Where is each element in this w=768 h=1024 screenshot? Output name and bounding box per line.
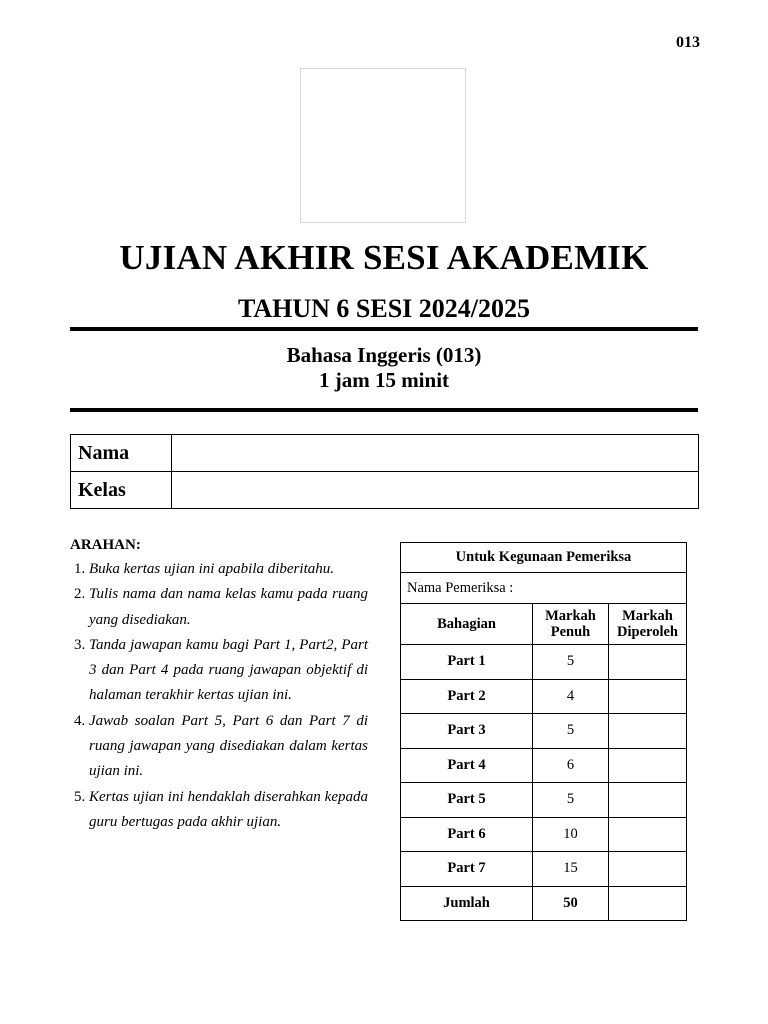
- examiner-name-field[interactable]: Nama Pemeriksa :: [401, 573, 687, 604]
- part-label: Part 7: [401, 852, 533, 887]
- full-marks: 5: [533, 714, 609, 749]
- exam-subtitle: TAHUN 6 SESI 2024/2025: [237, 294, 531, 323]
- obtained-marks-cell[interactable]: [609, 748, 687, 783]
- col-header-section: Bahagian: [401, 604, 533, 645]
- part-label: Part 6: [401, 817, 533, 852]
- exam-title: UJIAN AKHIR SESI AKADEMIK: [119, 238, 649, 277]
- table-row: [401, 679, 687, 714]
- obtained-marks-cell[interactable]: [609, 645, 687, 680]
- examiner-table-heading: Untuk Kegunaan Pemeriksa: [401, 543, 687, 573]
- full-marks: 5: [533, 645, 609, 680]
- instruction-item: 1. Buka kertas ujian ini apabila diberitahu.: [89, 557, 368, 582]
- col-header-full-marks: Markah Penuh: [533, 604, 609, 645]
- instructions: [70, 537, 368, 835]
- instruction-item: 4. Jawab soalan Part 5, Part 6 dan Part 7 di ruang jawapan yang disediakan dalam kertas ujian ini.: [89, 709, 368, 785]
- full-marks: 15: [533, 852, 609, 887]
- total-full-marks: 50: [533, 886, 609, 921]
- nama-label: Nama: [71, 435, 172, 472]
- table-row: [401, 714, 687, 749]
- obtained-marks-cell[interactable]: [609, 679, 687, 714]
- table-row: [401, 783, 687, 818]
- subject-name: Bahasa Inggeris (013): [286, 343, 482, 367]
- nama-field[interactable]: [172, 435, 699, 472]
- full-marks: 10: [533, 817, 609, 852]
- instructions-heading: ARAHAN:: [70, 537, 141, 553]
- obtained-marks-cell[interactable]: [609, 817, 687, 852]
- logo-placeholder: [300, 68, 466, 223]
- exam-duration: 1 jam 15 minit: [318, 368, 450, 392]
- table-row: [401, 852, 687, 887]
- instruction-item: 5. Kertas ujian ini hendaklah diserahkan kepada guru bertugas pada akhir ujian.: [89, 785, 368, 836]
- table-row: [401, 645, 687, 680]
- examiner-table: [400, 542, 687, 921]
- part-label: Part 5: [401, 783, 533, 818]
- kelas-field[interactable]: [172, 472, 699, 509]
- obtained-marks-cell[interactable]: [609, 852, 687, 887]
- obtained-marks-cell[interactable]: [609, 783, 687, 818]
- table-row: [401, 748, 687, 783]
- part-label: Part 4: [401, 748, 533, 783]
- divider-top: [70, 327, 698, 331]
- obtained-marks-cell[interactable]: [609, 714, 687, 749]
- subject-block: [0, 343, 768, 393]
- total-label: Jumlah: [401, 886, 533, 921]
- instructions-list: [70, 557, 368, 835]
- full-marks: 5: [533, 783, 609, 818]
- full-marks: 6: [533, 748, 609, 783]
- part-label: Part 2: [401, 679, 533, 714]
- divider-bottom: [70, 408, 698, 412]
- identity-table: [70, 434, 699, 509]
- kelas-label: Kelas: [71, 472, 172, 509]
- table-row: [401, 817, 687, 852]
- paper-code: 013: [676, 34, 700, 51]
- part-label: Part 1: [401, 645, 533, 680]
- part-label: Part 3: [401, 714, 533, 749]
- kelas-row: [71, 472, 699, 509]
- full-marks: 4: [533, 679, 609, 714]
- total-obtained-cell[interactable]: [609, 886, 687, 921]
- instruction-item: 3. Tanda jawapan kamu bagi Part 1, Part2, Part 3 dan Part 4 pada ruang jawapan objektif di halaman terakhir kertas ujian ini.: [89, 633, 368, 709]
- instruction-item: 2. Tulis nama dan nama kelas kamu pada ruang yang disediakan.: [89, 582, 368, 633]
- nama-row: [71, 435, 699, 472]
- total-row: [401, 886, 687, 921]
- col-header-obtained-marks: Markah Diperoleh: [609, 604, 687, 645]
